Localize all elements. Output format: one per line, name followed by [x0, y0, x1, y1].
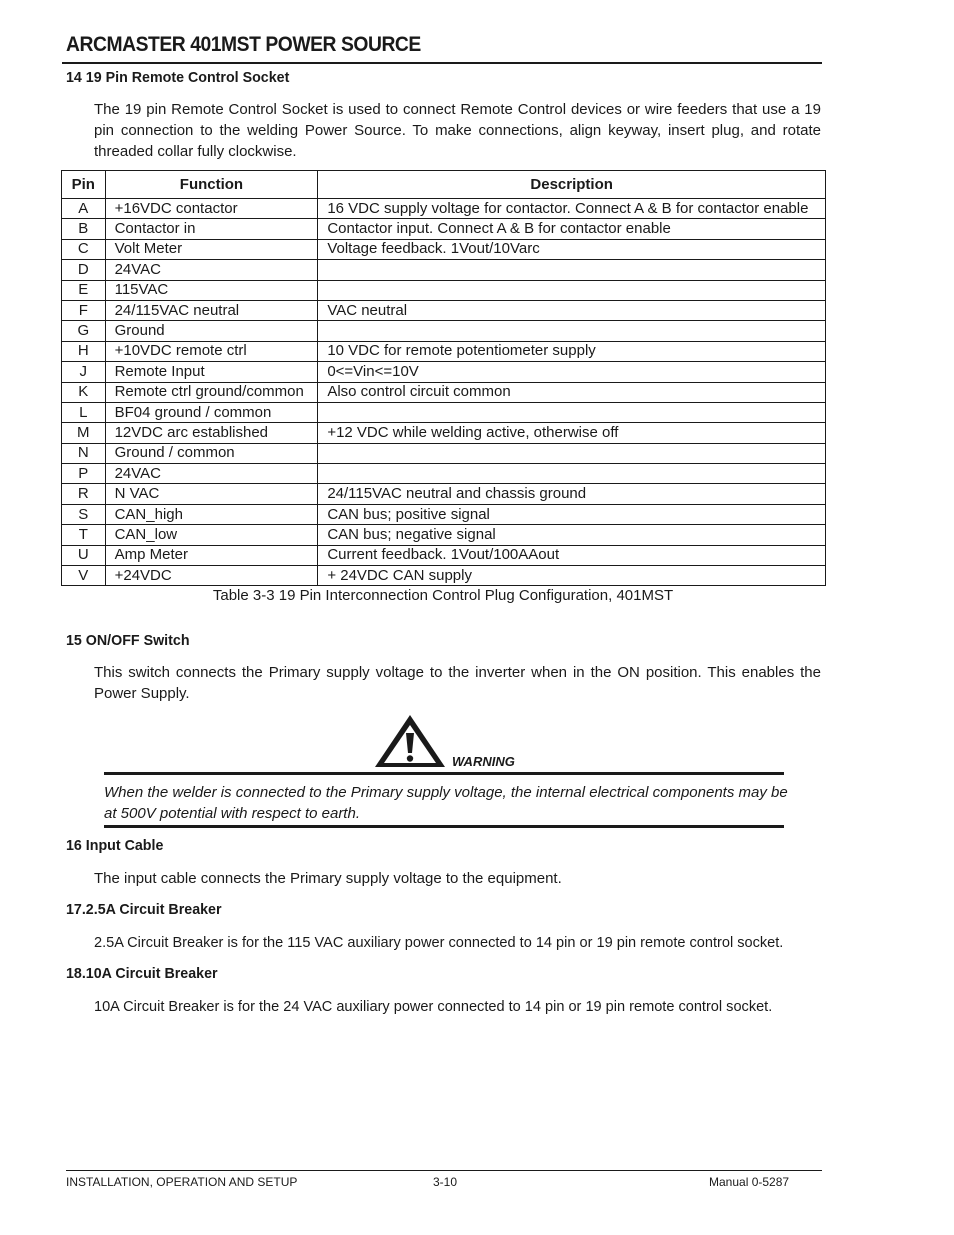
table-row [62, 199, 826, 219]
section-17-body: 2.5A Circuit Breaker is for the 115 VAC auxiliary power connected to 14 pin or 19 pin remote control socket. [94, 934, 784, 951]
pin-cell: N [62, 443, 106, 463]
function-cell: CAN_low [105, 525, 318, 545]
table-row [62, 464, 826, 484]
description-cell [318, 402, 826, 422]
function-cell: BF04 ground / common [105, 402, 318, 422]
function-cell: Amp Meter [105, 545, 318, 565]
function-cell: Remote Input [105, 362, 318, 382]
pin-cell: V [62, 566, 106, 586]
pin-cell: G [62, 321, 106, 341]
function-cell: Ground [105, 321, 318, 341]
function-cell: 115VAC [105, 280, 318, 300]
description-cell: Current feedback. 1Vout/100AAout [318, 545, 826, 565]
description-cell: 0<=Vin<=10V [318, 362, 826, 382]
description-cell [318, 443, 826, 463]
function-cell: Contactor in [105, 219, 318, 239]
function-cell: 12VDC arc established [105, 423, 318, 443]
column-header-function: Function [105, 171, 318, 199]
footer-divider [66, 1170, 822, 1171]
column-header-description: Description [318, 171, 826, 199]
table-row [62, 423, 826, 443]
function-cell: CAN_high [105, 504, 318, 524]
footer-manual-number: Manual 0-5287 [709, 1175, 790, 1189]
description-cell [318, 464, 826, 484]
table-row [62, 382, 826, 402]
description-cell: +12 VDC while welding active, otherwise off [318, 423, 826, 443]
table-row [62, 239, 826, 259]
page-title: ARCMASTER 401MST POWER SOURCE [66, 33, 421, 56]
warning-top-rule [104, 772, 784, 775]
pin-cell: A [62, 199, 106, 219]
table-caption: Table 3-3 19 Pin Interconnection Control Plug Configuration, 401MST [212, 587, 674, 604]
description-cell: + 24VDC CAN supply [318, 566, 826, 586]
pin-cell: U [62, 545, 106, 565]
table-row [62, 300, 826, 320]
warning-label: WARNING [452, 754, 515, 769]
column-header-pin: Pin [62, 171, 106, 199]
description-cell: CAN bus; positive signal [318, 504, 826, 524]
warning-text: When the welder is connected to the Primary supply voltage, the internal electrical components may be at 500V potential with respect to earth. [104, 784, 788, 822]
table-row [62, 545, 826, 565]
function-cell: +16VDC contactor [105, 199, 318, 219]
pin-cell: B [62, 219, 106, 239]
function-cell: +24VDC [105, 566, 318, 586]
footer-section-title: INSTALLATION, OPERATION AND SETUP [66, 1175, 298, 1189]
pin-cell: S [62, 504, 106, 524]
pin-cell: M [62, 423, 106, 443]
table-row [62, 260, 826, 280]
pin-cell: J [62, 362, 106, 382]
section-14-heading: 14 19 Pin Remote Control Socket [66, 69, 290, 86]
pin-cell: C [62, 239, 106, 259]
table-header-row [62, 171, 826, 199]
table-row [62, 484, 826, 504]
table-row [62, 280, 826, 300]
description-cell: VAC neutral [318, 300, 826, 320]
pin-cell: L [62, 402, 106, 422]
description-cell: CAN bus; negative signal [318, 525, 826, 545]
pin-cell: K [62, 382, 106, 402]
table-row [62, 443, 826, 463]
section-15-body: This switch connects the Primary supply voltage to the inverter when in the ON position. This enables the Power Supply. [94, 664, 821, 702]
function-cell: N VAC [105, 484, 318, 504]
pin-cell: R [62, 484, 106, 504]
pin-cell: P [62, 464, 106, 484]
pin-configuration-table [61, 170, 826, 586]
table-row [62, 566, 826, 586]
pin-cell: D [62, 260, 106, 280]
section-18-body: 10A Circuit Breaker is for the 24 VAC auxiliary power connected to 14 pin or 19 pin remote control socket. [94, 998, 773, 1015]
description-cell [318, 280, 826, 300]
function-cell: +10VDC remote ctrl [105, 341, 318, 361]
section-16-heading: 16 Input Cable [66, 837, 164, 854]
table-row [62, 402, 826, 422]
table-row [62, 341, 826, 361]
function-cell: Remote ctrl ground/common [105, 382, 318, 402]
description-cell [318, 321, 826, 341]
function-cell: Ground / common [105, 443, 318, 463]
table-row [62, 362, 826, 382]
description-cell: 24/115VAC neutral and chassis ground [318, 484, 826, 504]
function-cell: 24VAC [105, 260, 318, 280]
warning-bottom-rule [104, 825, 784, 828]
table-row [62, 504, 826, 524]
pin-cell: E [62, 280, 106, 300]
footer-page-number: 3-10 [433, 1175, 458, 1189]
description-cell: 16 VDC supply voltage for contactor. Connect A & B for contactor enable [318, 199, 826, 219]
description-cell: Voltage feedback. 1Vout/10Varc [318, 239, 826, 259]
function-cell: 24VAC [105, 464, 318, 484]
function-cell: 24/115VAC neutral [105, 300, 318, 320]
function-cell: Volt Meter [105, 239, 318, 259]
description-cell [318, 260, 826, 280]
warning-triangle-icon [373, 713, 447, 769]
pin-cell: H [62, 341, 106, 361]
section-18-heading: 18.10A Circuit Breaker [66, 965, 218, 982]
pin-cell: F [62, 300, 106, 320]
title-divider [62, 62, 822, 64]
table-row [62, 321, 826, 341]
description-cell: Also control circuit common [318, 382, 826, 402]
section-14-body: The 19 pin Remote Control Socket is used to connect Remote Control devices or wire feeders that use a 19 pin connection to the welding Power Source. To make connections, align keyway, insert plug, and rotate threaded collar fully clockwise. [94, 101, 821, 160]
section-17-heading: 17.2.5A Circuit Breaker [66, 901, 222, 918]
section-15-heading: 15 ON/OFF Switch [66, 632, 190, 649]
description-cell: Contactor input. Connect A & B for contactor enable [318, 219, 826, 239]
section-16-body: The input cable connects the Primary supply voltage to the equipment. [94, 870, 562, 887]
description-cell: 10 VDC for remote potentiometer supply [318, 341, 826, 361]
table-row [62, 219, 826, 239]
table-row [62, 525, 826, 545]
pin-cell: T [62, 525, 106, 545]
